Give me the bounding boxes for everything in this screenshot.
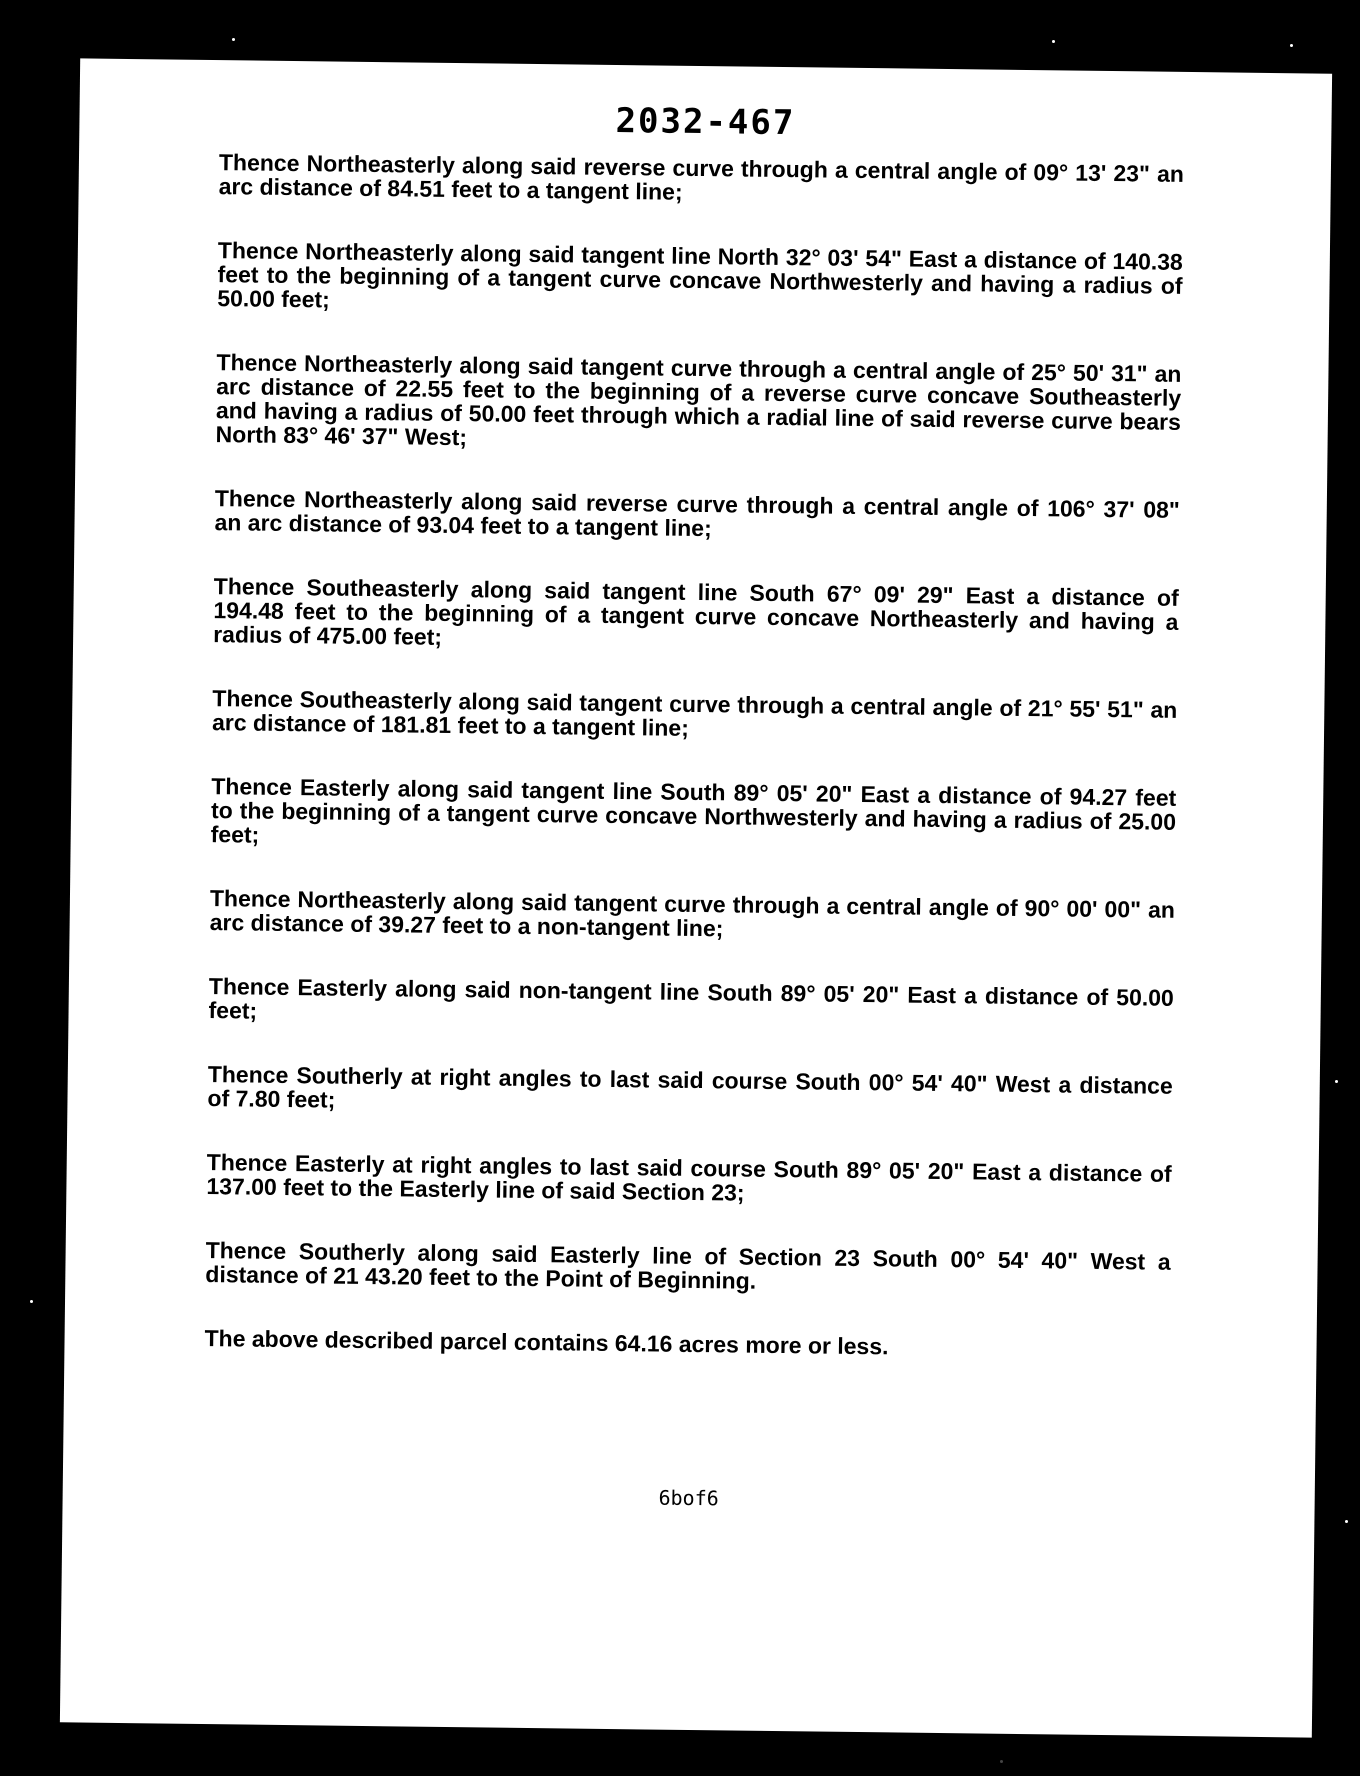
paragraph-10: Thence Southerly at right angles to last said course South 00° 54' 40" West a distance of 7.80 feet; (207, 1061, 1173, 1113)
scan-speck (1000, 1760, 1003, 1763)
scan-speck (1052, 40, 1055, 43)
scan-speck (1345, 1520, 1348, 1523)
paragraph-6: Thence Southeasterly along said tangent curve through a central angle of 21° 55' 51" an arc distance of 181.81 feet to a tangent line; (211, 685, 1178, 741)
paragraph-5: Thence Southeasterly along said tangent line South 67° 09' 29" East a distance of 194.48 feet to the beginning of a tangent curve concave Northeasterly and having a radius of 475.00 feet; (213, 573, 1179, 650)
legal-description (204, 150, 1184, 1362)
paragraph-3: Thence Northeasterly along said tangent curve through a central angle of 25° 50' 31" an arc distance of 22.55 feet to the beginning of a reverse curve concave Southeasterly and having a radius of 50.00 feet through which a radial line of said reverse curve bears North 83° 46' 37" West; (215, 349, 1182, 451)
paragraph-8: Thence Northeasterly along said tangent curve through a central angle of 90° 00' 00" an arc distance of 39.27 feet to a non-tangent line; (209, 885, 1176, 942)
document-number: 2032-467 (615, 100, 796, 144)
paragraph-1: Thence Northeasterly along said reverse curve through a central angle of 09° 13' 23" an arc distance of 84.51 feet to a tangent line; (218, 149, 1185, 205)
paragraph-7: Thence Easterly along said tangent line South 89° 05' 20" East a distance of 94.27 feet to the beginning of a tangent curve concave Northwesterly and having a radius of 25.00 feet; (210, 773, 1177, 848)
acreage-statement: The above described parcel contains 64.16 acres more or less. (204, 1325, 889, 1360)
paragraph-9: Thence Easterly along said non-tangent line South 89° 05' 20" East a distance of 50.00 feet; (208, 973, 1174, 1024)
page-marker: 6bof6 (658, 1485, 719, 1511)
paragraph-12: Thence Southerly along said Easterly line of Section 23 South 00° 54' 40" West a distance of 21 43.20 feet to the Point of Beginning. (205, 1237, 1171, 1294)
scan-speck (30, 1300, 33, 1303)
paragraph-11: Thence Easterly at right angles to last said course South 89° 05' 20" East a distance of 137.00 feet to the Easterly line of said Section 23; (206, 1149, 1172, 1206)
scan-speck (1335, 1080, 1338, 1083)
scan-speck (1290, 44, 1293, 47)
scan-speck (232, 38, 235, 41)
paragraph-4: Thence Northeasterly along said reverse curve through a central angle of 106° 37' 08" an arc distance of 93.04 feet to a tangent line; (214, 485, 1180, 542)
document-page (60, 58, 1332, 1737)
paragraph-2: Thence Northeasterly along said tangent line North 32° 03' 54" East a distance of 140.38 feet to the beginning of a tangent curve concave Northwesterly and having a radius of 50.00 feet; (217, 237, 1183, 313)
